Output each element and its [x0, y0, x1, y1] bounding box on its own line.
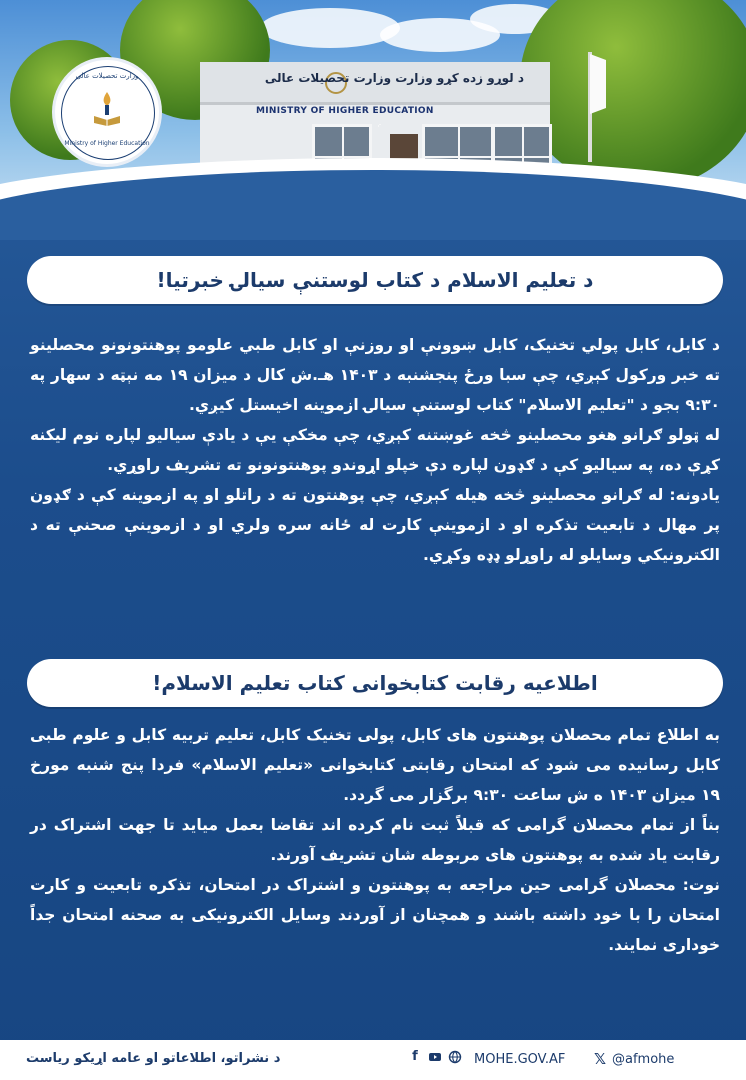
- web-icon[interactable]: [448, 1050, 462, 1064]
- footer-org-name: د نشراتو، اطلاعاتو او عامه اړیکو ریاست: [26, 1051, 281, 1066]
- section1-paragraph: له ټولو ګرانو هغو محصلینو څخه غوښتنه کېږي، چې مخکې یې د یادې سیالیو لپاره نوم لیکنه کړې ده، په سیالیو کې د ګډون لپاره دې خپلو اړوندو پوهنتونونو ته تشریف راوړي.: [30, 426, 720, 474]
- section1-paragraph: یادونه: له ګرانو محصلینو څخه هیله کېږي، چې پوهنتون ته د راتلو او په ازموینه کې د ګډون پر مهال د تابعیت تذکره او د ازموینې کارت له ځانه سره ولري او د ازموینې صحنې ته د الکترونیکي وسایلو له راوړلو ډډه وکړي.: [30, 486, 720, 564]
- building-sign-fa: د لوړو زده کړو وزارت وزارت تحصیلات عالی: [264, 71, 524, 85]
- section1-paragraph: د کابل، کابل پولي تخنیک، کابل ښوونې او روزنې او کابل طبي علومو پوهنتونونو محصلینو ته خبر ورکول کېږي، چې سبا ورځ پنجشنبه د ۱۴۰۳ هـ.ش کال د میزان ۱۹ مه نېټه د سهار په ۹:۳۰ بجو د "تعلیم الاسلام" کتاب لوستنې سیالۍ ازموینه اخیستل کیږي.: [30, 336, 721, 414]
- section1-title: د تعلیم الاسلام د کتاب لوستنې سیالۍ خبرتیا!: [156, 268, 594, 292]
- logo-text-en: Ministry of Higher Education: [64, 140, 150, 147]
- section1-body: [30, 330, 720, 570]
- x-handle-link[interactable]: @afmohe: [612, 1052, 675, 1067]
- torch-book-icon: [91, 90, 123, 126]
- building-sign-en: MINISTRY OF HIGHER EDUCATION: [256, 106, 434, 116]
- section2-paragraph: بناً از تمام محصلان گرامی که قبلاً ثبت نام کرده اند تقاضا بعمل میاید تا جهت اشتراک در رقابت یاد شده به پوهنتون های مربوطه شان تشریف آورند.: [30, 816, 720, 864]
- section2-body: [30, 720, 720, 960]
- section1-title-box: [27, 256, 723, 304]
- section2-title: اطلاعیه رقابت کتابخوانی کتاب تعلیم الاسلام!: [152, 671, 598, 695]
- logo-text-fa: وزارت تحصیلات عالی: [75, 72, 139, 80]
- social-icons: [408, 1050, 462, 1064]
- x-icon[interactable]: 𝕏: [594, 1050, 607, 1068]
- header-photo: [0, 0, 746, 240]
- section2-title-box: [27, 659, 723, 707]
- facebook-icon[interactable]: f: [412, 1049, 418, 1064]
- youtube-icon[interactable]: [428, 1050, 442, 1064]
- footer: [0, 1040, 746, 1080]
- website-link[interactable]: MOHE.GOV.AF: [474, 1052, 566, 1067]
- section2-paragraph: نوت: محصلان گرامی حین مراجعه به پوهنتون و اشتراک در امتحان، تذکره تابعیت و کارت امتحان را با خود داشته باشند و همچنان از آوردند وسایل الکترونیکی به صحنه امتحان جداً خوداری نمایند.: [30, 876, 720, 954]
- section2-paragraph: به اطلاع تمام محصلان پوهنتون های کابل، پولی تخنیک کابل، تعلیم تربیه کابل و علوم طبی کابل رسانیده می شود که امتحان رقابتی کتابخوانی «تعلیم الاسلام» فردا پنج شنبه مورخ ۱۹ میزان ۱۴۰۳ ه ش ساعت ۹:۳۰ برگزار می گردد.: [30, 726, 720, 804]
- ministry-logo: [55, 60, 159, 164]
